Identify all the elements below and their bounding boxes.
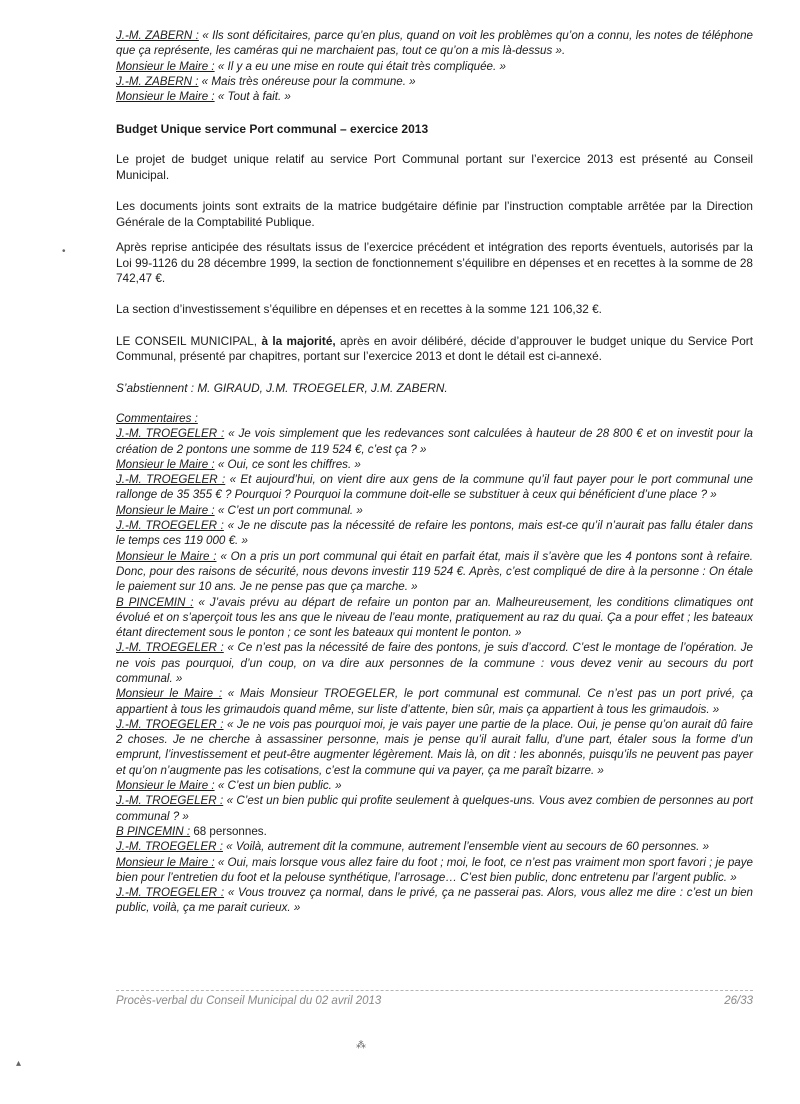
dialogue-line [116,839,753,854]
speech-text: « Je ne vois pas pourquoi moi, je vais payer une partie de la place. Oui, je pense qu’on aurait dû faire 2 choses. Je ne cherche à assassiner personne, mais je pense qu’il aurait fallu, d’une part, étaler sous la forme d’un emprunt, l’investissement et peut-être augmenter légèrement. Mais là, on dit : les abonnés, puisqu’ils ne peuvent pas payer et qu’on n’augmente pas les cotisations, c’est la commune qui va payer, ça me paraît bizarre. » [116,717,753,777]
speaker-name: J.-M. TROEGELER : [116,886,225,900]
speaker-name: J.-M. ZABERN : [116,74,199,88]
dialogue-line [116,717,753,778]
speaker-name: Monsieur le Maire : [116,687,223,701]
budget-paragraph-2: Les documents joints sont extraits de la matrice budgétaire définie par l’instruction comptable arrêtée par la Direction Générale de la Comptabilité Publique. [116,199,753,229]
speaker-name: J.-M. TROEGELER : [116,840,223,854]
section-title: Budget Unique service Port communal – exercice 2013 [116,122,429,137]
dialogue-line [116,28,753,59]
speaker-name: J.-M. TROEGELER : [116,427,225,441]
speech-text: « Ce n’est pas la nécessité de faire des pontons, je suis d’accord. C’est le montage de l’opération. Je ne vois pas pourquoi, d’un coup, on va dire aux personnes de la commune : vous devez venir au secours du port communal. » [116,641,753,685]
speech-text: « Mais Monsieur TROEGELER, le port communal est communal. Ce n’est pas un port privé, ça appartient à tous les grimaudois quand même, sur liste d’attente, bien sûr, mais ça appartient à tous les grimaudois. » [116,687,753,716]
comments-title: Commentaires : [116,411,198,425]
dialogue-line [116,595,753,641]
dialogue-line [116,89,753,104]
dialogue-line [116,686,753,717]
budget-paragraph-1: Le projet de budget unique relatif au service Port Communal portant sur l’exercice 2013 est présenté au Conseil Municipal. [116,152,753,182]
speech-text: « Et aujourd’hui, on vient dire aux gens de la commune qu’il faut payer pour le port communal une rallonge de 35 355 € ? Pourquoi ? Pourquoi la commune doit-elle se substituer à ceux qui bénéficient d’une place ? » [116,473,753,502]
scan-smudge-icon: ⁂ [356,1040,366,1051]
speech-text: « C’est un bien public qui profite seulement à quelques-uns. Vous avez combien de personnes au port communal ? » [116,794,753,823]
decision-rest: après en avoir délibéré, décide d’approuver le budget unique du Service Port Communal, présenté par chapitres, portant sur l’exercice 2013 et dont le détail est ci-annexé. [116,333,754,364]
dialogue-line [116,518,753,549]
page-footer [116,990,753,1007]
speaker-name: J.-M. TROEGELER : [116,794,224,808]
dialogue-line [116,824,753,839]
document-page [116,28,753,916]
speech-text: « Voilà, autrement dit la commune, autrement l’ensemble vient au secours de 60 personnes. » [222,840,710,854]
speech-text: 68 personnes. [190,824,267,838]
dialogue-line [116,885,753,916]
dialogue-line [116,778,753,793]
decision-lead: LE CONSEIL MUNICIPAL, [116,333,262,348]
dialogue-line [116,457,753,472]
dialogue-line [116,472,753,503]
scan-speck-icon: • [62,246,66,257]
dialogue-line [116,74,753,89]
speaker-name: Monsieur le Maire : [116,90,215,104]
budget-paragraph-4: La section d’investissement s’équilibre en dépenses et en recettes à la somme 121 106,32 €. [116,302,602,317]
speech-text: « Je ne discute pas la nécessité de refaire les pontons, mais est-ce qu’il n’aurait pas fallu étaler dans le temps ces 119 000 €. » [116,519,754,548]
speech-text: « J’avais prévu au départ de refaire un ponton par an. Malheureusement, les conditions climatiques ont évolué et on s’aperçoit tous les ans que le niveau de l’eau monte, pratiquement au raz du quai. Ça a pour effet ; les bateaux étant directement sous le ponton ; ce sont les bateaux qui montent le ponton. » [116,595,753,640]
speech-text: « Oui, ce sont les chiffres. » [214,457,361,471]
scan-speck-icon: ▴ [16,1058,22,1069]
speech-text: « Vous trouvez ça normal, dans le privé, ça ne passerai pas. Alors, vous allez me dire : c’est un bien public, voilà, ça me parait curieux. » [116,886,753,915]
abstention-line: S’abstiennent : M. GIRAUD, J.M. TROEGELER, J.M. ZABERN. [116,380,448,395]
dialogue-line [116,855,753,886]
budget-paragraph-3: Après reprise anticipée des résultats issus de l’exercice précédent et intégration des reports éventuels, autorisés par la Loi 99-1126 du 28 décembre 1999, la section de fonctionnement s’équilibre en dépenses et en recettes à la somme de 28 742,47 €. [116,240,753,285]
footer-title: Procès-verbal du Conseil Municipal du 02 avril 2013 [116,995,382,1007]
dialogue-line [116,426,753,457]
speaker-name: J.-M. TROEGELER : [116,641,224,655]
speaker-name: J.-M. TROEGELER : [116,717,224,731]
speaker-name: B PINCEMIN : [116,595,194,609]
speaker-name: B PINCEMIN : [116,824,191,838]
speaker-name: Monsieur le Maire : [116,457,215,471]
speech-text: « C’est un bien public. » [214,779,342,793]
dialogue-line [116,503,753,518]
page-number: 26/33 [724,995,753,1007]
speaker-name: Monsieur le Maire : [116,503,215,517]
speech-text: « C’est un port communal. » [214,503,363,517]
speech-text: « Je vois simplement que les redevances sont calculées à hauteur de 28 800 € et on investit pour la création de 2 pontons une somme de 119 524 €, c’est ça ? » [116,427,753,456]
speaker-name: Monsieur le Maire : [116,779,215,793]
speech-text: « On a pris un port communal qui était en parfait état, mais il s’avère que les 4 pontons sont à refaire. Donc, pour des raisons de sécurité, nous devons investir 119 524 €. Après, c’est compliqué de dire à la personne : On étale le paiement sur 10 ans. Je ne pense pas que ça marche. » [116,549,753,594]
speaker-name: Monsieur le Maire : [116,855,215,869]
speech-text: « Mais très onéreuse pour la commune. » [198,74,416,88]
speech-text: « Tout à fait. » [214,90,291,104]
top-dialogue [116,28,753,104]
dialogue-line [116,59,753,74]
speaker-name: Monsieur le Maire : [116,549,217,563]
speaker-name: J.-M. ZABERN : [116,29,199,42]
speech-text: « Ils sont déficitaires, parce qu’en plus, quand on voit les problèmes qu’on a connu, les notes de téléphone que ça représente, les caméras qui ne marchaient pas, tout ce qu’on a mis là-dessus ». [116,29,753,58]
budget-decision [116,334,753,365]
speaker-name: Monsieur le Maire : [116,59,215,73]
speaker-name: J.-M. TROEGELER : [116,473,226,487]
dialogue-line [116,640,753,686]
speech-text: « Il y a eu une mise en route qui était très compliquée. » [214,59,506,73]
decision-majority: à la majorité, [261,333,336,348]
comments-list [116,426,753,916]
speech-text: « Oui, mais lorsque vous allez faire du foot ; moi, le foot, ce n’est pas vraiment mon sport favori ; je paye bien pour l’entretien du foot et la pelouse synthétique, l’arrosage… C’est bien public, donc entretenu par l’argent public. » [116,855,753,884]
speaker-name: J.-M. TROEGELER : [116,519,224,533]
dialogue-line [116,549,753,595]
dialogue-line [116,793,753,824]
